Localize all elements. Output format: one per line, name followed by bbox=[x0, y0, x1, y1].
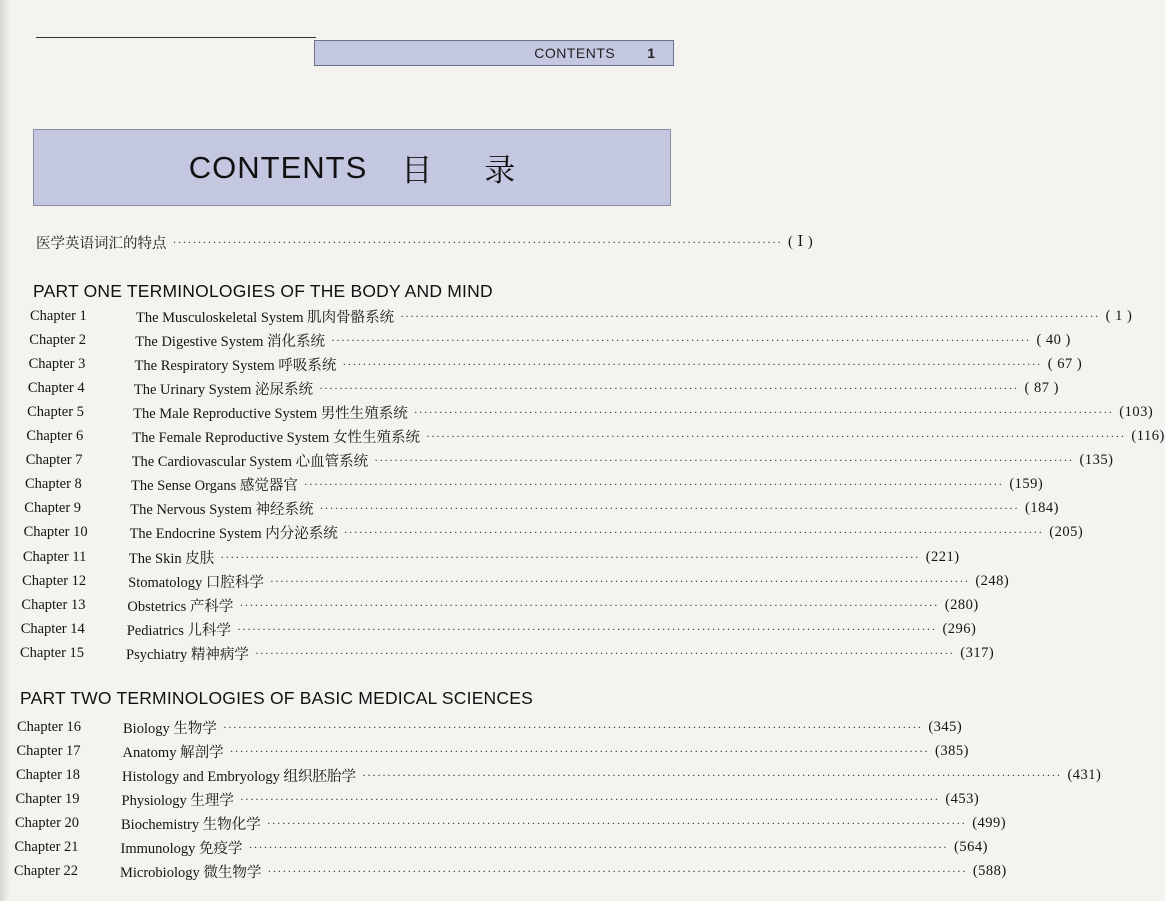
dot-leader: ············································································································································ bbox=[413, 404, 1114, 419]
toc-page-number: (103) bbox=[1119, 403, 1154, 420]
toc-chapter-title: Obstetrics 产科学 bbox=[127, 598, 234, 615]
toc-entry-page: ( Ⅰ ) bbox=[788, 233, 814, 250]
toc-chapter-title: Biology 生物学 bbox=[123, 720, 217, 737]
toc-chapter-number: Chapter 9 bbox=[24, 500, 82, 517]
toc-page-number: ( 1 ) bbox=[1105, 307, 1133, 324]
toc-chapter-number: Chapter 21 bbox=[14, 839, 79, 855]
dot-leader: ············································································································································ bbox=[400, 308, 1100, 323]
toc-chapter-title: The Skin 皮肤 bbox=[128, 550, 215, 567]
toc-entry[interactable] bbox=[26, 426, 1165, 448]
toc-entry[interactable] bbox=[15, 788, 980, 810]
toc-entry[interactable] bbox=[24, 498, 1059, 520]
toc-chapter-title: The Sense Organs 感觉器官 bbox=[131, 478, 298, 495]
dot-leader: ············································································································································ bbox=[269, 573, 970, 588]
toc-chapter-number: Chapter 17 bbox=[16, 742, 81, 759]
toc-page-number: (564) bbox=[954, 839, 988, 855]
part-two-heading: PART TWO TERMINOLOGIES OF BASIC MEDICAL SCIENCES bbox=[20, 688, 533, 708]
toc-chapter-number: Chapter 8 bbox=[25, 476, 82, 493]
toc-chapter-title: Pediatrics 儿科学 bbox=[126, 622, 232, 639]
toc-page-number: (135) bbox=[1079, 452, 1114, 469]
toc-page-number: (280) bbox=[944, 596, 979, 613]
toc-page-number: (221) bbox=[925, 548, 960, 565]
toc-chapter-title: The Digestive System 消化系统 bbox=[135, 333, 325, 350]
dot-leader: ············································································································································ bbox=[374, 453, 1074, 468]
toc-page-number: (385) bbox=[935, 742, 969, 759]
toc-entry-intro[interactable] bbox=[36, 231, 814, 253]
toc-entry[interactable] bbox=[21, 594, 979, 616]
toc-page-number: (453) bbox=[945, 790, 980, 807]
running-header-page-number: 1 bbox=[647, 45, 655, 61]
toc-entry[interactable] bbox=[27, 401, 1154, 423]
toc-page-number: (116) bbox=[1131, 428, 1165, 444]
toc-entry[interactable] bbox=[22, 570, 1010, 592]
toc-chapter-number: Chapter 5 bbox=[27, 403, 84, 420]
toc-chapter-title: Histology and Embryology 组织胚胎学 bbox=[122, 768, 357, 785]
toc-entry[interactable] bbox=[25, 450, 1114, 472]
toc-chapter-number: Chapter 7 bbox=[25, 452, 83, 469]
toc-entry[interactable] bbox=[30, 305, 1133, 327]
toc-chapter-number: Chapter 3 bbox=[28, 355, 86, 372]
dot-leader: ············································································································································ bbox=[239, 597, 939, 612]
toc-chapter-number: Chapter 18 bbox=[16, 766, 81, 783]
toc-chapter-number: Chapter 16 bbox=[17, 718, 82, 735]
dot-leader: ············································································································································ bbox=[303, 477, 1004, 492]
toc-chapter-title: Psychiatry 精神病学 bbox=[126, 646, 249, 663]
toc-entry[interactable] bbox=[14, 837, 988, 859]
toc-entry-title: 医学英语词汇的特点 bbox=[36, 235, 167, 252]
toc-entry[interactable] bbox=[14, 861, 1007, 883]
toc-chapter-title: The Male Reproductive System 男性生殖系统 bbox=[133, 405, 408, 422]
toc-chapter-number: Chapter 2 bbox=[29, 331, 87, 348]
running-header bbox=[314, 40, 674, 66]
toc-chapter-title: The Respiratory System 呼吸系统 bbox=[134, 357, 337, 374]
toc-page-number: (296) bbox=[942, 620, 977, 637]
toc-entry[interactable] bbox=[23, 522, 1084, 544]
toc-chapter-title: The Nervous System 神经系统 bbox=[130, 502, 314, 519]
toc-chapter-number: Chapter 12 bbox=[22, 572, 87, 589]
toc-chapter-number: Chapter 10 bbox=[23, 524, 88, 541]
toc-page-number: ( 40 ) bbox=[1036, 331, 1071, 348]
toc-page-number: ( 87 ) bbox=[1024, 379, 1059, 396]
dot-leader: ············································································································································ bbox=[220, 549, 920, 564]
toc-chapter-title: The Endocrine System 内分泌系统 bbox=[129, 526, 338, 543]
toc-page-number: (345) bbox=[928, 718, 963, 735]
toc-page-number: (431) bbox=[1067, 766, 1102, 783]
dot-leader: ············································································································································ bbox=[330, 332, 1031, 347]
toc-entry[interactable] bbox=[27, 377, 1059, 399]
dot-leader: ············································································································································ bbox=[342, 356, 1042, 371]
dot-leader: ············································································································································ bbox=[248, 840, 948, 854]
toc-entry[interactable] bbox=[25, 474, 1044, 496]
toc-chapter-number: Chapter 13 bbox=[21, 596, 86, 613]
dot-leader: ············································································································································ bbox=[229, 743, 930, 758]
toc-chapter-title: Immunology 免疫学 bbox=[120, 841, 243, 857]
toc-page-number: ( 67 ) bbox=[1047, 355, 1083, 372]
dot-leader: ············································································································································ bbox=[343, 525, 1044, 540]
dot-leader: ············································································································································ bbox=[222, 719, 923, 734]
toc-entry[interactable] bbox=[17, 716, 963, 738]
dot-leader: ············································································································································ bbox=[237, 621, 937, 636]
toc-page-number: (499) bbox=[972, 814, 1007, 831]
toc-chapter-number: Chapter 1 bbox=[30, 307, 87, 324]
banner-title-zh: 目录 bbox=[401, 153, 568, 188]
toc-chapter-title: Biochemistry 生物化学 bbox=[121, 816, 261, 833]
dot-leader: ············································································································································ bbox=[425, 429, 1126, 443]
running-header-title: CONTENTS bbox=[534, 45, 616, 61]
toc-page-number: (248) bbox=[975, 572, 1010, 589]
dot-leader: ············································································································································ bbox=[267, 864, 967, 879]
part-one-heading: PART ONE TERMINOLOGIES OF THE BODY AND MIND bbox=[33, 281, 493, 301]
page-edge-shadow bbox=[0, 0, 10, 901]
toc-page-number: (205) bbox=[1049, 524, 1084, 541]
toc-chapter-title: The Cardiovascular System 心血管系统 bbox=[131, 454, 369, 471]
toc-chapter-title: Anatomy 解剖学 bbox=[122, 744, 224, 761]
toc-chapter-title: The Urinary System 泌尿系统 bbox=[133, 381, 314, 398]
dot-leader: ·························································································································· bbox=[172, 234, 783, 249]
toc-chapter-number: Chapter 19 bbox=[15, 790, 80, 807]
toc-chapter-number: Chapter 6 bbox=[26, 428, 84, 444]
toc-entry[interactable] bbox=[20, 618, 977, 640]
banner-title-en: CONTENTS bbox=[188, 149, 368, 185]
toc-chapter-number: Chapter 22 bbox=[14, 863, 79, 880]
dot-leader: ············································································································································ bbox=[319, 501, 1019, 516]
toc-entry[interactable] bbox=[16, 764, 1102, 786]
toc-entry[interactable] bbox=[29, 329, 1071, 351]
toc-page-number: (159) bbox=[1009, 476, 1044, 493]
toc-chapter-number: Chapter 14 bbox=[20, 620, 85, 637]
toc-chapter-title: Microbiology 微生物学 bbox=[120, 865, 262, 882]
toc-chapter-number: Chapter 4 bbox=[27, 379, 85, 396]
header-rule bbox=[36, 37, 316, 38]
dot-leader: ············································································································································ bbox=[362, 767, 1062, 782]
toc-chapter-number: Chapter 20 bbox=[15, 814, 80, 831]
dot-leader: ············································································································································ bbox=[254, 645, 955, 660]
dot-leader: ············································································································································ bbox=[266, 815, 967, 830]
toc-chapter-title: The Musculoskeletal System 肌肉骨骼系统 bbox=[136, 309, 395, 326]
toc-page-number: (184) bbox=[1024, 500, 1059, 517]
contents-banner bbox=[33, 129, 671, 206]
toc-entry[interactable] bbox=[20, 642, 995, 664]
toc-chapter-title: Physiology 生理学 bbox=[121, 792, 234, 809]
dot-leader: ············································································································································ bbox=[239, 791, 940, 806]
toc-chapter-number: Chapter 15 bbox=[20, 644, 85, 661]
toc-entry[interactable] bbox=[16, 740, 969, 762]
toc-chapter-title: Stomatology 口腔科学 bbox=[128, 574, 264, 591]
toc-chapter-title: The Female Reproductive System 女性生殖系统 bbox=[132, 430, 420, 446]
dot-leader: ············································································································································ bbox=[319, 380, 1019, 395]
toc-entry[interactable] bbox=[15, 812, 1007, 834]
toc-entry[interactable] bbox=[28, 353, 1083, 375]
toc-page-number: (317) bbox=[960, 644, 995, 661]
toc-entry[interactable] bbox=[22, 546, 960, 568]
toc-chapter-number: Chapter 11 bbox=[22, 548, 87, 565]
toc-page-number: (588) bbox=[972, 863, 1007, 880]
